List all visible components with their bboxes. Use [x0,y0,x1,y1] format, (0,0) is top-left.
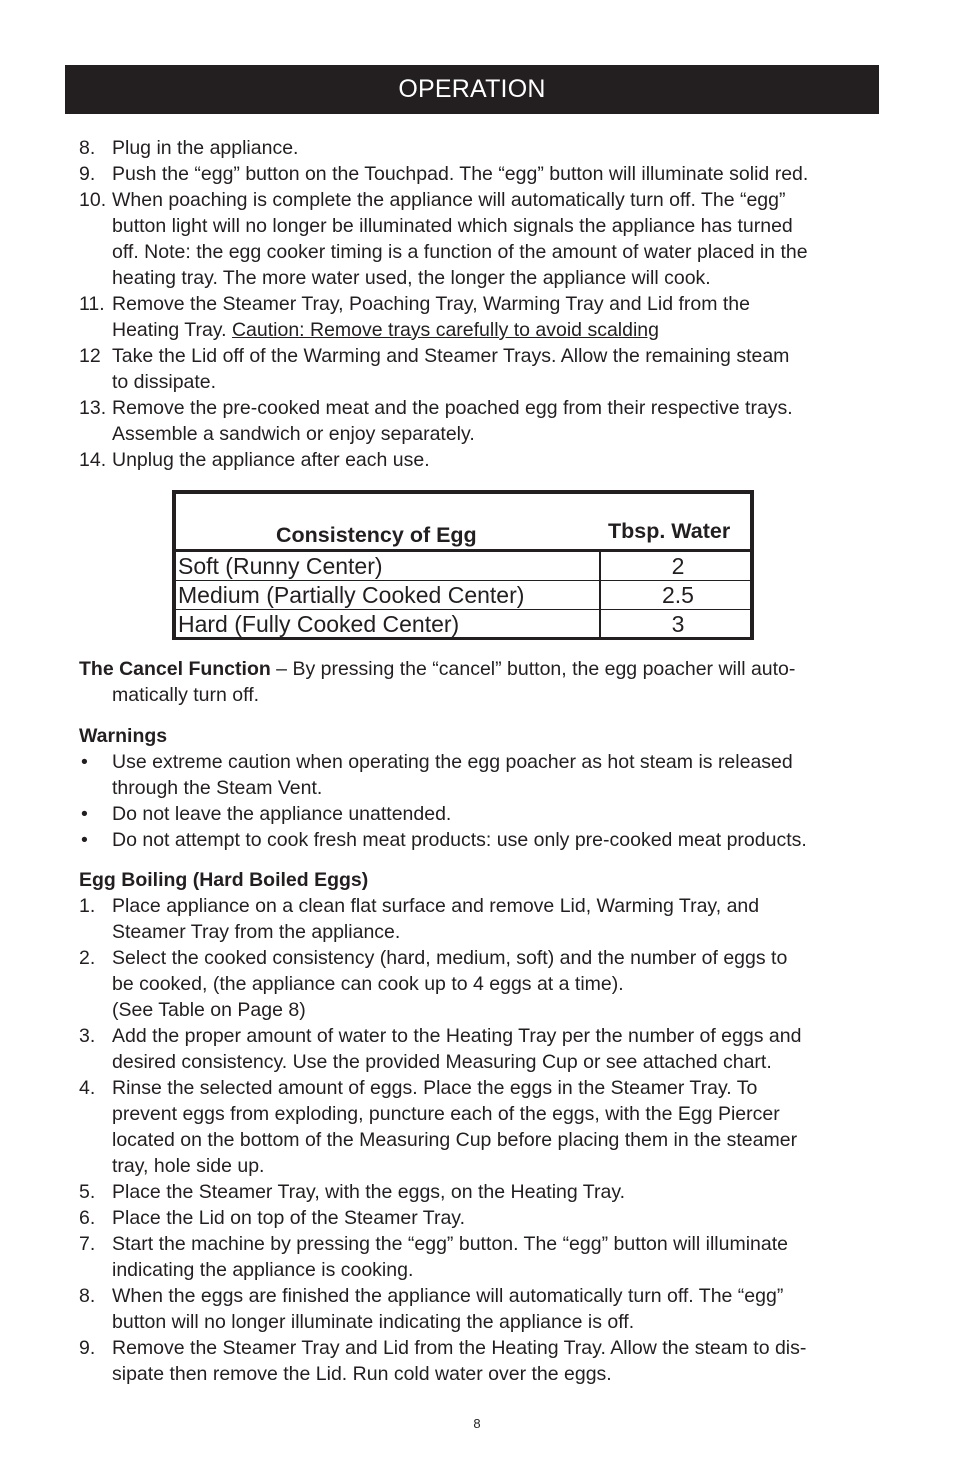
bullet-icon: • [81,751,88,773]
step-13: 13. Remove the pre-cooked meat and the poached egg from their respective trays. Assemble a sandwich or enjoy separately. [79,397,793,445]
step-12: 12 Take the Lid off of the Warming and Steamer Trays. Allow the remaining steam to dissipate. [79,345,790,393]
warning-item: • Do not leave the appliance unattended. [81,803,452,825]
step-8: 8. Plug in the appliance. [79,137,299,159]
boiling-step-2: 2. Select the cooked consistency (hard, medium, soft) and the number of eggs to be cooked, (the appliance can cook up to 4 eggs at a time). (See Table on Page 8) [79,947,788,1021]
cancel-function-label: The Cancel Function [79,658,271,680]
step-14: 14. Unplug the appliance after each use. [79,449,430,471]
table-cell-water: 2.5 [662,582,694,608]
boiling-step-3: 3. Add the proper amount of water to the Heating Tray per the number of eggs and desired consistency. Use the provided Measuring Cup or see attached chart. [79,1025,802,1073]
egg-boiling-section [79,867,891,1387]
boiling-step-6: 6. Place the Lid on top of the Steamer Tray. [79,1207,466,1229]
page-number: 8 [473,1416,481,1431]
boiling-step-4: 4. Rinse the selected amount of eggs. Place the eggs in the Steamer Tray. To prevent eggs from exploding, puncture each of the eggs, with the Egg Piercer located on the bottom of the Measuring Cup before placing them in the steamer tray, hole side up. [79,1077,798,1177]
section-header [65,65,879,114]
boiling-step-5: 5. Place the Steamer Tray, with the eggs, on the Heating Tray. [79,1181,626,1203]
egg-boiling-heading: Egg Boiling (Hard Boiled Eggs) [79,869,369,891]
bullet-icon: • [81,803,88,825]
poaching-steps [79,135,891,473]
table-cell-water: 3 [671,611,685,637]
boiling-step-1: 1. Place appliance on a clean flat surface and remove Lid, Warming Tray, and Steamer Tray from the appliance. [79,895,760,943]
boiling-step-7: 7. Start the machine by pressing the “egg” button. The “egg” button will illuminate indicating the appliance is cooking. [79,1233,789,1281]
cancel-function: The Cancel Function – By pressing the “cancel” button, the egg poacher will auto- matically turn off. [79,658,796,706]
table-cell-water: 2 [671,553,685,579]
egg-consistency-table [172,490,754,640]
table-cell-consistency: Medium (Partially Cooked Center) [178,582,525,608]
warning-item: • Use extreme caution when operating the egg poacher as hot steam is released through the Steam Vent. [81,751,793,799]
step-11: 11. Remove the Steamer Tray, Poaching Tray, Warming Tray and Lid from the Heating Tray. Caution: Remove trays carefully to avoid scalding [79,293,750,341]
table-header-water: Tbsp. Water [608,519,731,543]
section-title: OPERATION [398,75,546,103]
step-10: 10. When poaching is complete the appliance will automatically turn off. The “egg” button light will no longer be illuminated which signals the appliance has turned off. Note: the egg cooker timing is a function of the amount of water placed in the heating tray. The more water used, the longer the appliance will cook. [79,189,808,289]
warnings-heading: Warnings [79,725,168,747]
bullet-icon: • [81,829,88,851]
table-cell-consistency: Hard (Fully Cooked Center) [178,611,460,637]
table-header-consistency: Consistency of Egg [276,523,477,547]
boiling-step-8: 8. When the eggs are finished the appliance will automatically turn off. The “egg” button will no longer illuminate indicating the appliance is off. [79,1285,784,1333]
step-9: 9. Push the “egg” button on the Touchpad. The “egg” button will illuminate solid red. [79,163,809,185]
warning-item: • Do not attempt to cook fresh meat products: use only pre-cooked meat products. [81,829,807,851]
boiling-step-9: 9. Remove the Steamer Tray and Lid from the Heating Tray. Allow the steam to dis- sipate then remove the Lid. Run cold water over the eggs. [79,1337,807,1385]
warnings-section [79,723,891,853]
table-column-divider [599,552,601,637]
table-cell-consistency: Soft (Runny Center) [178,553,383,579]
caution-note: Caution: Remove trays carefully to avoid scalding [231,319,659,341]
